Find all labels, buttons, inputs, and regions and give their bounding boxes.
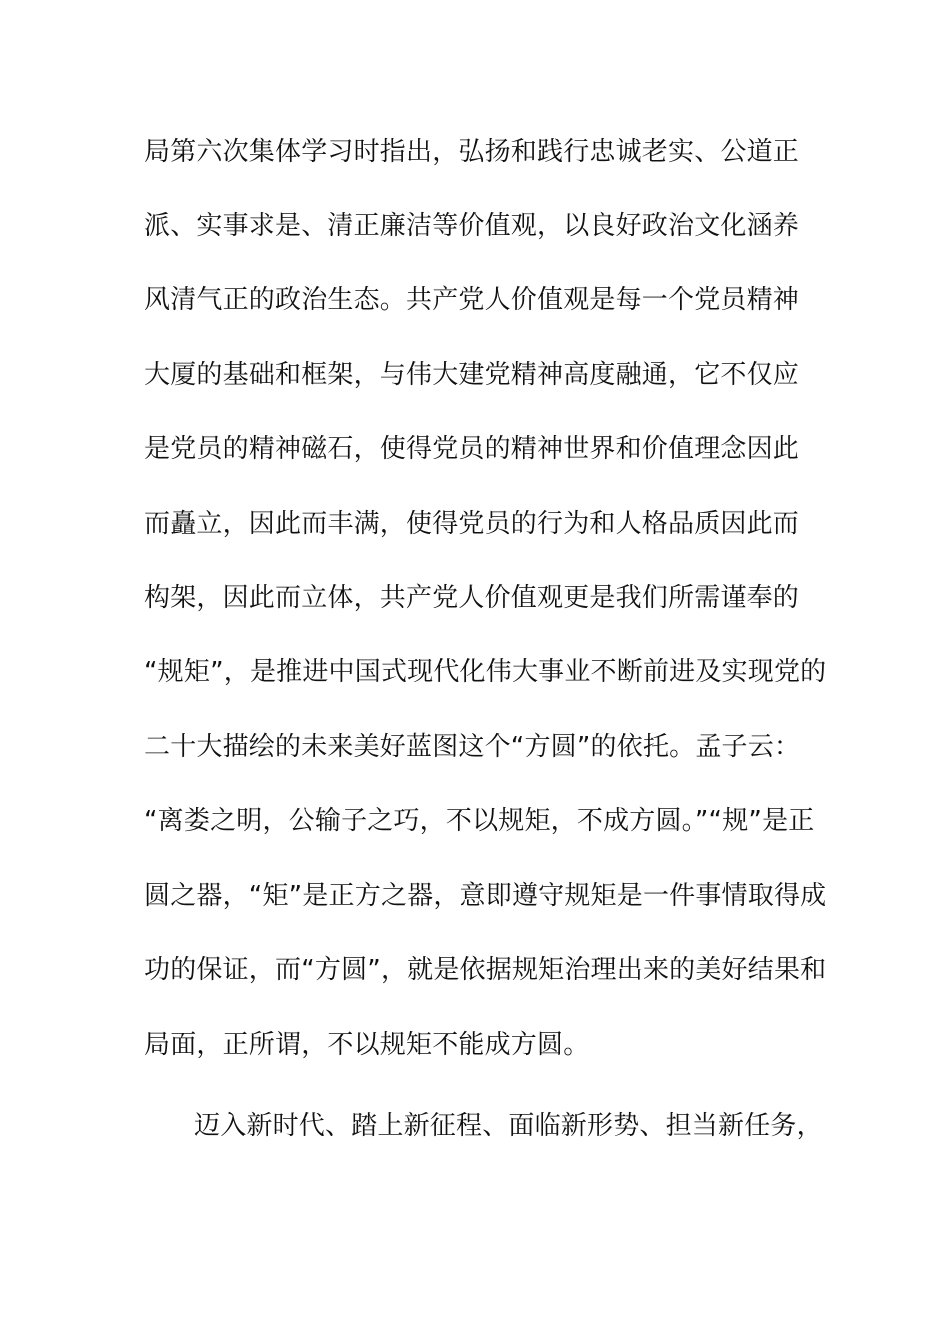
text-line: 功的保证，而“方圆”，就是依据规矩治理出来的美好结果和 [144,955,827,985]
text-line: 二十大描绘的未来美好蓝图这个“方圆”的依托。孟子云： [144,732,801,762]
text-line: 风清气正的政治生态。共产党人价值观是每一个党员精神 [144,285,800,315]
text-line: 局第六次集体学习时指出，弘扬和践行忠诚老实、公道正 [144,137,800,167]
text-line: 大厦的基础和框架，与伟大建党精神高度融通，它不仅应 [144,360,800,390]
text-line: 构架，因此而立体，共产党人价值观更是我们所需谨奉的 [144,583,800,613]
text-line: “规矩”，是推进中国式现代化伟大事业不断前进及实现党的 [144,657,827,687]
text-line: “离娄之明，公输子之巧，不以规矩，不成方圆。”“规”是正 [144,806,815,836]
text-line: 局面，正所谓，不以规矩不能成方圆。 [144,1030,590,1060]
text-line: 派、实事求是、清正廉洁等价值观，以良好政治文化涵养 [144,211,800,241]
text-line: 是党员的精神磁石，使得党员的精神世界和价值理念因此 [144,434,800,464]
text-line: 而矗立，因此而丰满，使得党员的行为和人格品质因此而 [144,509,800,539]
text-line: 迈入新时代、踏上新征程、面临新形势、担当新任务， [194,1111,823,1141]
text-line: 圆之器，“矩”是正方之器，意即遵守规矩是一件事情取得成 [144,881,827,911]
